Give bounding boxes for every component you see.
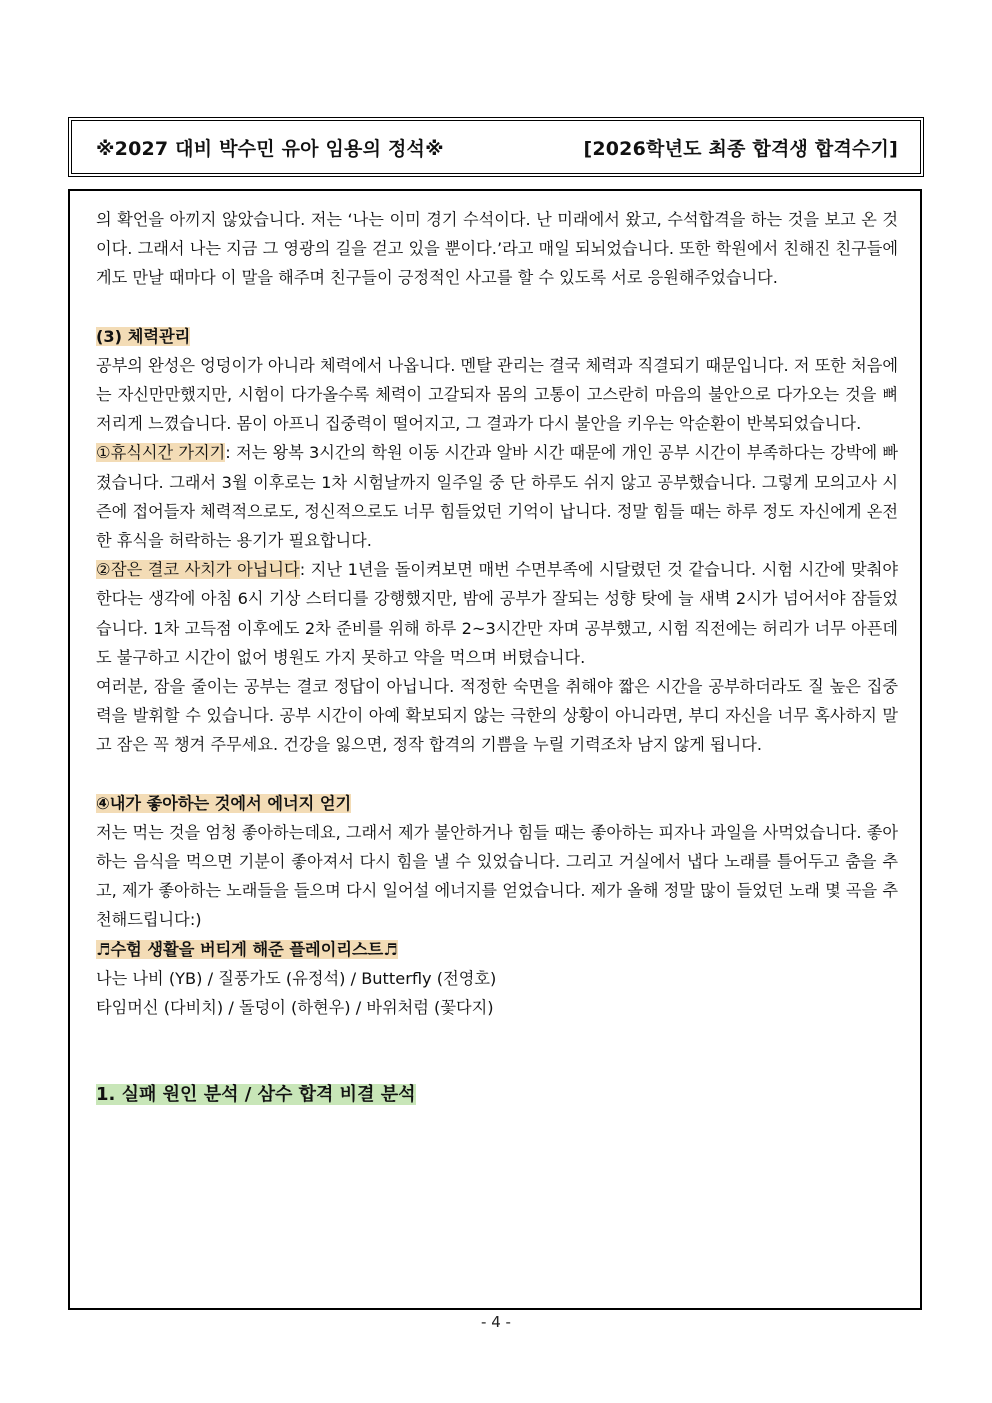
playlist-line-1: 나는 나비 (YB) / 질풍가도 (유정석) / Butterfly (전영호) bbox=[96, 968, 497, 988]
header-inner bbox=[72, 121, 920, 173]
header-box bbox=[68, 117, 924, 177]
next-section-heading: 1. 실패 원인 분석 / 삼수 합격 비결 분석 bbox=[96, 1084, 416, 1106]
playlist-title: ♬수험 생활을 버티게 해준 플레이리스트♬ bbox=[96, 939, 398, 959]
section3-item1 bbox=[96, 438, 898, 555]
section3-item2-text: : 지난 1년을 돌이켜보면 매번 수면부족에 시달렸던 것 같습니다. 시험 시간에 맞춰야 한다는 생각에 아침 6시 기상 스터디를 강행했지만, 밤에 공부가 잘되는 성향 탓에 늘 새벽 2시가 넘어서야 잠들었습니다. 1차 고득점 이후에도 2차 준비를 위해 하루 2~3시간만 자며 공부했고, 시험 직전에는 허리가 너무 아픈데도 불구하고 시간이 없어 병원도 가지 못하고 약을 먹으며 버텼습니다. bbox=[96, 560, 898, 667]
section4-heading-line bbox=[96, 789, 898, 818]
section4-heading: ④내가 좋아하는 것에서 에너지 얻기 bbox=[96, 793, 352, 813]
spacer bbox=[96, 1022, 898, 1051]
header-left-title: ※2027 대비 박수민 유아 임용의 정석※ bbox=[96, 137, 444, 160]
intro-paragraph: 의 확언을 아끼지 않았습니다. 저는 ‘나는 이미 경기 수석이다. 난 미래에서 왔고, 수석합격을 하는 것을 보고 온 것이다. 그래서 나는 지금 그 영광의 길을 걷고 있을 뿐이다.’라고 매일 되뇌었습니다. 또한 학원에서 친해진 친구들에게도 만날 때마다 이 말을 해주며 친구들이 긍정적인 사고를 할 수 있도록 서로 응원해주었습니다. bbox=[96, 210, 898, 288]
playlist-title-line bbox=[96, 935, 898, 964]
section3-intro: 공부의 완성은 엉덩이가 아니라 체력에서 나옵니다. 멘탈 관리는 결국 체력과 직결되기 때문입니다. 저 또한 처음에는 자신만만했지만, 시험이 다가올수록 체력이 고갈되자 몸의 고통이 고스란히 마음의 불안으로 다가오는 것을 뼈저리게 느꼈습니다. 몸이 아프니 집중력이 떨어지고, 그 결과가 다시 불안을 키우는 악순환이 반복되었습니다. bbox=[96, 355, 898, 434]
spacer bbox=[96, 1051, 898, 1080]
page-number: - 4 - bbox=[481, 1313, 511, 1331]
section4-text: 저는 먹는 것을 엄청 좋아하는데요, 그래서 제가 불안하거나 힘들 때는 좋아하는 피자나 과일을 사먹었습니다. 좋아하는 음식을 먹으면 기분이 좋아져서 다시 힘을 낼 수 있었습니다. 그리고 거실에서 냅다 노래를 틀어두고 춤을 추고, 제가 좋아하는 노래들을 들으며 다시 일어설 에너지를 얻었습니다. 제가 올해 정말 많이 들었던 노래 몇 곡을 추천해드립니다:) bbox=[96, 822, 898, 930]
section3-item2-label: ②잠은 결코 사치가 아닙니다 bbox=[96, 560, 300, 580]
section3-item1-label: ①휴식시간 가지기 bbox=[96, 443, 226, 463]
spacer bbox=[96, 293, 898, 322]
section3-item2 bbox=[96, 555, 898, 672]
section3-item1-text: : 저는 왕복 3시간의 학원 이동 시간과 알바 시간 때문에 개인 공부 시간이 부족하다는 강박에 빠졌습니다. 그래서 3월 이후로는 1차 시험날까지 일주일 중 단 하루도 쉬지 않고 공부했습니다. 그렇게 모의고사 시즌에 접어들자 체력적으로도, 정신적으로도 너무 힘들었던 기억이 납니다. 정말 힘들 때는 하루 정도 자신에게 온전한 휴식을 허락하는 용기가 필요합니다. bbox=[96, 443, 898, 551]
content-box bbox=[68, 189, 922, 1310]
section3-heading-line bbox=[96, 322, 898, 351]
playlist-line-2: 타임머신 (다비치) / 돌덩이 (하현우) / 바위처럼 (꽃다지) bbox=[96, 998, 494, 1018]
section3-item2-followup: 여러분, 잠을 줄이는 공부는 결코 정답이 아닙니다. 적정한 숙면을 취해야 짧은 시간을 공부하더라도 질 높은 집중력을 발휘할 수 있습니다. 공부 시간이 아예 확보되지 않는 극한의 상황이 아니라면, 부디 자신을 너무 혹사하지 말고 잠은 꼭 챙겨 주무세요. 건강을 잃으면, 정작 합격의 기쁨을 누릴 기력조차 남지 않게 됩니다. bbox=[96, 677, 898, 755]
next-section-heading-line bbox=[96, 1080, 898, 1109]
header-right-title: [2026학년도 최종 합격생 합격수기] bbox=[583, 137, 898, 160]
content-body bbox=[96, 205, 898, 1109]
spacer bbox=[96, 760, 898, 789]
section3-heading: (3) 체력관리 bbox=[96, 326, 191, 346]
